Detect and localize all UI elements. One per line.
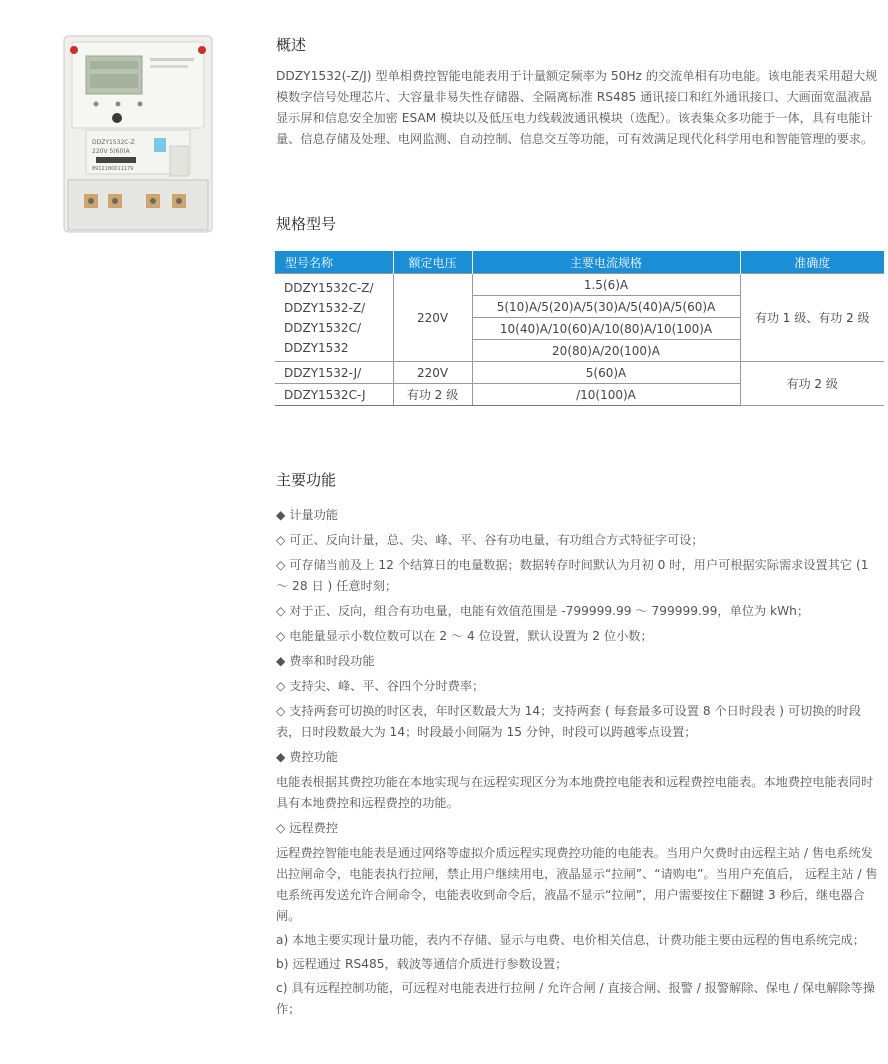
header-model: 型号名称: [275, 251, 393, 274]
table-row: [275, 274, 884, 296]
list-item: a) 本地主要实现计量功能，表内不存储、显示与电费、电价相关信息，计费功能主要由远程的售电系统完成；: [276, 933, 865, 947]
model-cell: [275, 274, 393, 362]
spec-table: [275, 251, 884, 406]
spec-title: 规格型号: [276, 215, 337, 233]
features-list: [276, 505, 884, 1023]
voltage-cell: 有功 2 级: [393, 384, 472, 406]
model-name: DDZY1532-Z/: [284, 300, 366, 315]
svg-text:8912180011179: 8912180011179: [92, 166, 134, 172]
model-name: DDZY1532C-Z/: [284, 280, 374, 295]
list-item: ◆ 计量功能: [276, 508, 338, 522]
current-cell: 5(10)A/5(20)A/5(30)A/5(40)A/5(60)A: [472, 296, 740, 318]
current-cell: 5(60)A: [472, 362, 740, 384]
overview-text: DDZY1532(-Z/J) 型单相费控智能电能表用于计量额定频率为 50Hz 的交流单相有功电能。该电能表采用超大规模数字信号处理芯片、大容量非易失性存储器、全隔离标准 RS485 通讯接口和红外通讯接口、大画面宽温液晶显示屏和信息安全加密 ESAM 模块以及低压电力线载波通讯模块（选配）。该表集众多功能于一体，具有电能计量、信息存储及处理、电网监测、自动控制、信息交互等功能，可有效满足现代化科学用电和智能管理的要求。: [276, 69, 878, 146]
overview-title: 概述: [276, 36, 307, 54]
list-item: ◇ 电能量显示小数位数可以在 2 ～ 4 位设置，默认设置为 2 位小数；: [276, 629, 653, 643]
voltage-cell: 220V: [393, 362, 472, 384]
list-item: ◆ 费控功能: [276, 750, 338, 764]
current-cell: 10(40)A/10(60)A/10(80)A/10(100)A: [472, 318, 740, 340]
current-cell: 1.5(6)A: [472, 274, 740, 296]
spec-table-header-row: [275, 251, 884, 274]
model-name: DDZY1532C/: [284, 320, 361, 335]
list-item: ◇ 支持尖、峰、平、谷四个分时费率；: [276, 679, 485, 693]
svg-text:DDZY1532C-Z: DDZY1532C-Z: [92, 139, 135, 146]
meter-product-image: [60, 34, 216, 234]
current-cell: 20(80)A/20(100)A: [472, 340, 740, 362]
voltage-cell: 220V: [393, 274, 472, 362]
features-title: 主要功能: [276, 471, 337, 489]
list-item: ◆ 费率和时段功能: [276, 654, 375, 668]
list-item: 电能表根据其费控功能在本地实现与在远程实现区分为本地费控电能表和远程费控电能表。本地费控电能表同时具有本地费控和远程费控的功能。: [276, 775, 874, 810]
list-item: b) 远程通过 RS485，载波等通信介质进行参数设置；: [276, 957, 568, 971]
list-item: ◇ 可正、反向计量，总、尖、峰、平、谷有功电量，有功组合方式特征字可设；: [276, 533, 704, 547]
model-cell: DDZY1532C-J: [275, 384, 393, 406]
list-item: ◇ 对于正、反向，组合有功电量，电能有效值范围是 -799999.99 ～ 799999.99，单位为 kWh；: [276, 604, 810, 618]
list-item: ◇ 可存储当前及上 12 个结算日的电量数据；数据转存时间默认为月初 0 时，用户可根据实际需求设置其它 (1 ～ 28 日 ) 任意时刻；: [276, 558, 869, 593]
table-row: [275, 362, 884, 384]
accuracy-cell: 有功 1 级、有功 2 级: [740, 274, 884, 362]
model-name: DDZY1532: [284, 340, 349, 355]
header-current: 主要电流规格: [472, 251, 740, 274]
list-item: ◇ 支持两套可切换的时区表，年时区数最大为 14；支持两套 ( 每套最多可设置 8 个日时段表 ) 可切换的时段表，日时段数最大为 14；时段最小间隔为 15 分钟，时段可以跨越零点设置；: [276, 704, 862, 739]
electric-meter-icon: [60, 34, 216, 234]
header-accuracy: 准确度: [740, 251, 884, 274]
svg-text:220V 5(60)A: 220V 5(60)A: [92, 148, 130, 155]
header-voltage: 额定电压: [393, 251, 472, 274]
list-item: c) 具有远程控制功能，可远程对电能表进行拉闸 / 允许合闸 / 直接合闸、报警 / 报警解除、保电 / 保电解除等操作；: [276, 981, 875, 1016]
accuracy-cell: 有功 2 级: [740, 362, 884, 406]
model-cell: DDZY1532-J/: [275, 362, 393, 384]
current-cell: /10(100)A: [472, 384, 740, 406]
list-item: 远程费控智能电能表是通过网络等虚拟介质远程实现费控功能的电能表。当用户欠费时由远程主站 / 售电系统发出拉闸命令，电能表执行拉闸，禁止用户继续用电，液晶显示“拉闸”、“请购电”。当用户充值后， 远程主站 / 售电系统再发送允许合闸命令，电能表收到命令后，液晶不显示“拉闸”，用户需要按住下翻键 3 秒后，继电器合闸。: [276, 846, 878, 923]
list-item: ◇ 远程费控: [276, 821, 338, 835]
